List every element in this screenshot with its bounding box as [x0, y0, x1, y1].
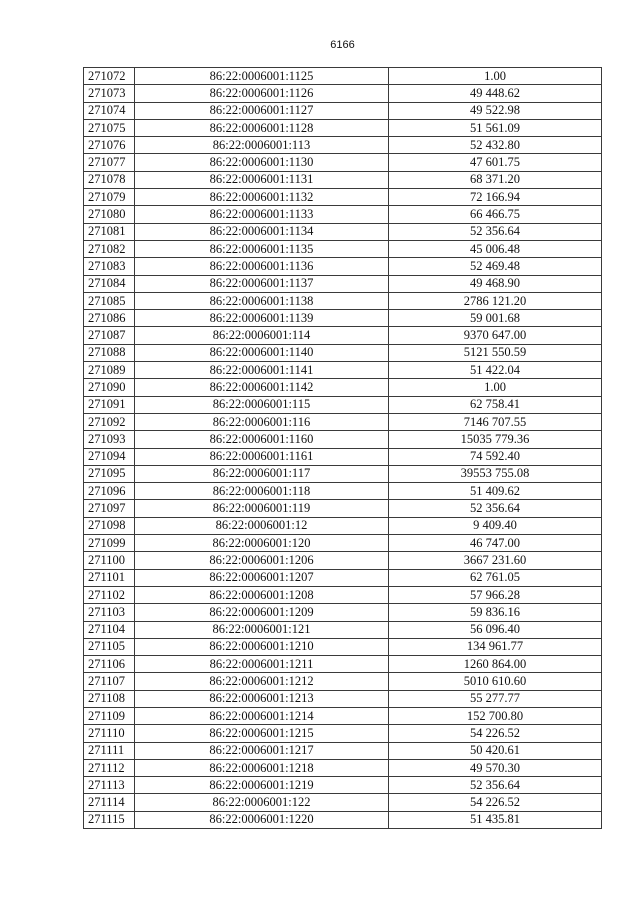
- cadastral-value-cell: 9 409.40: [389, 517, 602, 534]
- table-row: [84, 725, 602, 742]
- cadastral-number-cell: 86:22:0006001:1207: [135, 569, 389, 586]
- table-row: [84, 413, 602, 430]
- cadastral-value-cell: 47 601.75: [389, 154, 602, 171]
- row-number-cell: 271076: [84, 137, 135, 154]
- table-row: [84, 258, 602, 275]
- row-number-cell: 271103: [84, 604, 135, 621]
- row-number-cell: 271086: [84, 310, 135, 327]
- row-number-cell: 271095: [84, 465, 135, 482]
- table-row: [84, 500, 602, 517]
- row-number-cell: 271087: [84, 327, 135, 344]
- table-row: [84, 483, 602, 500]
- table-row: [84, 344, 602, 361]
- cadastral-number-cell: 86:22:0006001:117: [135, 465, 389, 482]
- cadastral-value-table: [83, 67, 602, 829]
- row-number-cell: 271075: [84, 119, 135, 136]
- cadastral-number-cell: 86:22:0006001:1130: [135, 154, 389, 171]
- row-number-cell: 271112: [84, 759, 135, 776]
- cadastral-value-cell: 7146 707.55: [389, 413, 602, 430]
- cadastral-number-cell: 86:22:0006001:1208: [135, 586, 389, 603]
- cadastral-value-cell: 51 561.09: [389, 119, 602, 136]
- cadastral-value-cell: 49 570.30: [389, 759, 602, 776]
- row-number-cell: 271111: [84, 742, 135, 759]
- cadastral-value-cell: 56 096.40: [389, 621, 602, 638]
- cadastral-number-cell: 86:22:0006001:1131: [135, 171, 389, 188]
- table-row: [84, 396, 602, 413]
- table-row: [84, 673, 602, 690]
- table-row: [84, 327, 602, 344]
- table-row: [84, 569, 602, 586]
- cadastral-number-cell: 86:22:0006001:1142: [135, 379, 389, 396]
- table-row: [84, 206, 602, 223]
- cadastral-number-cell: 86:22:0006001:116: [135, 413, 389, 430]
- cadastral-value-cell: 5010 610.60: [389, 673, 602, 690]
- cadastral-value-cell: 59 836.16: [389, 604, 602, 621]
- cadastral-value-cell: 52 432.80: [389, 137, 602, 154]
- cadastral-value-cell: 62 761.05: [389, 569, 602, 586]
- row-number-cell: 271091: [84, 396, 135, 413]
- row-number-cell: 271088: [84, 344, 135, 361]
- row-number-cell: 271104: [84, 621, 135, 638]
- table-row: [84, 448, 602, 465]
- page-number: 6166: [330, 39, 355, 51]
- row-number-cell: 271113: [84, 777, 135, 794]
- table-row: [84, 171, 602, 188]
- cadastral-value-cell: 51 409.62: [389, 483, 602, 500]
- table-row: [84, 292, 602, 309]
- row-number-cell: 271081: [84, 223, 135, 240]
- cadastral-value-cell: 2786 121.20: [389, 292, 602, 309]
- cadastral-number-cell: 86:22:0006001:1126: [135, 85, 389, 102]
- cadastral-value-cell: 49 522.98: [389, 102, 602, 119]
- cadastral-number-cell: 86:22:0006001:120: [135, 535, 389, 552]
- table-row: [84, 656, 602, 673]
- cadastral-value-cell: 54 226.52: [389, 725, 602, 742]
- table-row: [84, 102, 602, 119]
- row-number-cell: 271115: [84, 811, 135, 828]
- row-number-cell: 271101: [84, 569, 135, 586]
- cadastral-number-cell: 86:22:0006001:118: [135, 483, 389, 500]
- table-row: [84, 275, 602, 292]
- cadastral-value-cell: 54 226.52: [389, 794, 602, 811]
- row-number-cell: 271089: [84, 362, 135, 379]
- row-number-cell: 271085: [84, 292, 135, 309]
- cadastral-number-cell: 86:22:0006001:121: [135, 621, 389, 638]
- row-number-cell: 271096: [84, 483, 135, 500]
- cadastral-value-cell: 52 356.64: [389, 777, 602, 794]
- cadastral-number-cell: 86:22:0006001:114: [135, 327, 389, 344]
- row-number-cell: 271114: [84, 794, 135, 811]
- cadastral-number-cell: 86:22:0006001:119: [135, 500, 389, 517]
- row-number-cell: 271092: [84, 413, 135, 430]
- row-number-cell: 271072: [84, 68, 135, 85]
- cadastral-number-cell: 86:22:0006001:1220: [135, 811, 389, 828]
- table-row: [84, 759, 602, 776]
- table-row: [84, 777, 602, 794]
- cadastral-value-cell: 50 420.61: [389, 742, 602, 759]
- cadastral-number-cell: 86:22:0006001:1219: [135, 777, 389, 794]
- row-number-cell: 271090: [84, 379, 135, 396]
- row-number-cell: 271093: [84, 431, 135, 448]
- table-row: [84, 362, 602, 379]
- cadastral-number-cell: 86:22:0006001:1209: [135, 604, 389, 621]
- cadastral-value-cell: 74 592.40: [389, 448, 602, 465]
- cadastral-value-cell: 72 166.94: [389, 189, 602, 206]
- row-number-cell: 271098: [84, 517, 135, 534]
- cadastral-value-cell: 62 758.41: [389, 396, 602, 413]
- table-row: [84, 310, 602, 327]
- cadastral-value-cell: 49 448.62: [389, 85, 602, 102]
- cadastral-value-cell: 55 277.77: [389, 690, 602, 707]
- cadastral-number-cell: 86:22:0006001:1125: [135, 68, 389, 85]
- row-number-cell: 271082: [84, 240, 135, 257]
- table-row: [84, 794, 602, 811]
- row-number-cell: 271107: [84, 673, 135, 690]
- table-row: [84, 604, 602, 621]
- row-number-cell: 271109: [84, 707, 135, 724]
- cadastral-number-cell: 86:22:0006001:1135: [135, 240, 389, 257]
- cadastral-number-cell: 86:22:0006001:1212: [135, 673, 389, 690]
- cadastral-number-cell: 86:22:0006001:1138: [135, 292, 389, 309]
- table-row: [84, 690, 602, 707]
- table-row: [84, 517, 602, 534]
- row-number-cell: 271100: [84, 552, 135, 569]
- cadastral-number-cell: 86:22:0006001:1128: [135, 119, 389, 136]
- cadastral-number-cell: 86:22:0006001:1213: [135, 690, 389, 707]
- cadastral-number-cell: 86:22:0006001:1127: [135, 102, 389, 119]
- cadastral-value-cell: 49 468.90: [389, 275, 602, 292]
- cadastral-number-cell: 86:22:0006001:1137: [135, 275, 389, 292]
- table-row: [84, 621, 602, 638]
- cadastral-value-cell: 52 469.48: [389, 258, 602, 275]
- cadastral-value-cell: 1.00: [389, 379, 602, 396]
- table-row: [84, 431, 602, 448]
- cadastral-number-cell: 86:22:0006001:1161: [135, 448, 389, 465]
- row-number-cell: 271078: [84, 171, 135, 188]
- table-row: [84, 586, 602, 603]
- table-row: [84, 638, 602, 655]
- cadastral-value-cell: 66 466.75: [389, 206, 602, 223]
- cadastral-number-cell: 86:22:0006001:1136: [135, 258, 389, 275]
- cadastral-value-cell: 52 356.64: [389, 223, 602, 240]
- cadastral-value-cell: 51 435.81: [389, 811, 602, 828]
- row-number-cell: 271106: [84, 656, 135, 673]
- row-number-cell: 271073: [84, 85, 135, 102]
- cadastral-value-cell: 15035 779.36: [389, 431, 602, 448]
- row-number-cell: 271077: [84, 154, 135, 171]
- table-row: [84, 465, 602, 482]
- cadastral-number-cell: 86:22:0006001:1141: [135, 362, 389, 379]
- cadastral-number-cell: 86:22:0006001:1139: [135, 310, 389, 327]
- cadastral-number-cell: 86:22:0006001:113: [135, 137, 389, 154]
- table-row: [84, 137, 602, 154]
- cadastral-value-cell: 152 700.80: [389, 707, 602, 724]
- cadastral-value-cell: 46 747.00: [389, 535, 602, 552]
- cadastral-value-cell: 45 006.48: [389, 240, 602, 257]
- table-row: [84, 811, 602, 828]
- table-row: [84, 742, 602, 759]
- cadastral-number-cell: 86:22:0006001:1133: [135, 206, 389, 223]
- cadastral-value-cell: 5121 550.59: [389, 344, 602, 361]
- cadastral-number-cell: 86:22:0006001:1215: [135, 725, 389, 742]
- cadastral-value-cell: 1260 864.00: [389, 656, 602, 673]
- row-number-cell: 271074: [84, 102, 135, 119]
- cadastral-number-cell: 86:22:0006001:115: [135, 396, 389, 413]
- cadastral-number-cell: 86:22:0006001:1134: [135, 223, 389, 240]
- cadastral-value-cell: 51 422.04: [389, 362, 602, 379]
- table-row: [84, 189, 602, 206]
- row-number-cell: 271097: [84, 500, 135, 517]
- row-number-cell: 271080: [84, 206, 135, 223]
- cadastral-value-cell: 57 966.28: [389, 586, 602, 603]
- row-number-cell: 271105: [84, 638, 135, 655]
- cadastral-number-cell: 86:22:0006001:1210: [135, 638, 389, 655]
- table-row: [84, 240, 602, 257]
- row-number-cell: 271079: [84, 189, 135, 206]
- cadastral-number-cell: 86:22:0006001:12: [135, 517, 389, 534]
- row-number-cell: 271084: [84, 275, 135, 292]
- cadastral-value-cell: 9370 647.00: [389, 327, 602, 344]
- table-row: [84, 707, 602, 724]
- cadastral-value-cell: 59 001.68: [389, 310, 602, 327]
- table-row: [84, 552, 602, 569]
- cadastral-number-cell: 86:22:0006001:1214: [135, 707, 389, 724]
- cadastral-number-cell: 86:22:0006001:1160: [135, 431, 389, 448]
- cadastral-value-cell: 1.00: [389, 68, 602, 85]
- cadastral-number-cell: 86:22:0006001:1132: [135, 189, 389, 206]
- cadastral-number-cell: 86:22:0006001:1217: [135, 742, 389, 759]
- table-row: [84, 119, 602, 136]
- cadastral-value-cell: 134 961.77: [389, 638, 602, 655]
- table-row: [84, 223, 602, 240]
- table-row: [84, 68, 602, 85]
- cadastral-value-cell: 39553 755.08: [389, 465, 602, 482]
- table-body: [84, 68, 602, 829]
- row-number-cell: 271099: [84, 535, 135, 552]
- table-row: [84, 85, 602, 102]
- cadastral-value-cell: 52 356.64: [389, 500, 602, 517]
- cadastral-number-cell: 86:22:0006001:1140: [135, 344, 389, 361]
- table-row: [84, 535, 602, 552]
- cadastral-number-cell: 86:22:0006001:1211: [135, 656, 389, 673]
- row-number-cell: 271094: [84, 448, 135, 465]
- cadastral-number-cell: 86:22:0006001:1218: [135, 759, 389, 776]
- cadastral-number-cell: 86:22:0006001:1206: [135, 552, 389, 569]
- table-row: [84, 154, 602, 171]
- row-number-cell: 271102: [84, 586, 135, 603]
- cadastral-value-cell: 3667 231.60: [389, 552, 602, 569]
- row-number-cell: 271110: [84, 725, 135, 742]
- row-number-cell: 271083: [84, 258, 135, 275]
- table-row: [84, 379, 602, 396]
- cadastral-number-cell: 86:22:0006001:122: [135, 794, 389, 811]
- cadastral-value-cell: 68 371.20: [389, 171, 602, 188]
- row-number-cell: 271108: [84, 690, 135, 707]
